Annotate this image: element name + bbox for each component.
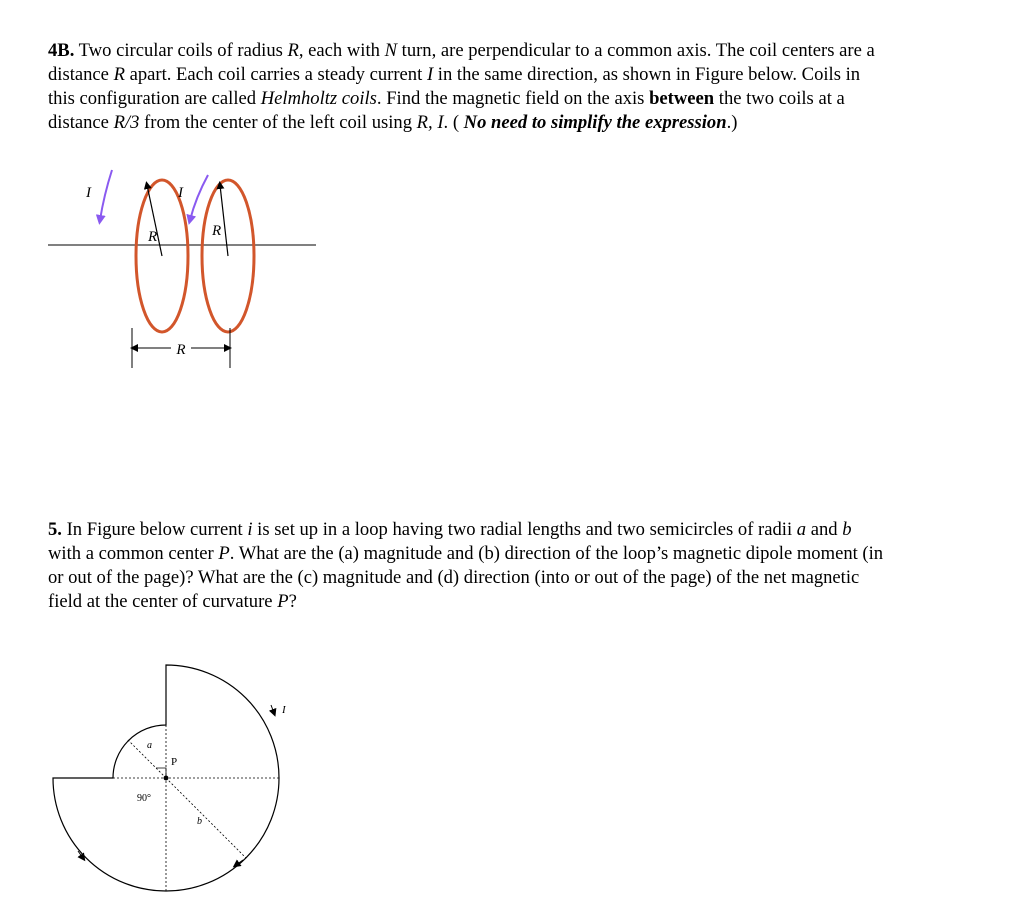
text-run: distance bbox=[48, 112, 114, 133]
semicircle-loop-diagram bbox=[40, 655, 320, 900]
text-line bbox=[48, 566, 1010, 590]
radius-a-label: a bbox=[147, 740, 152, 751]
text-run: . What are the (a) magnitude and (b) direction of the loop’s magnetic dipole moment (in bbox=[229, 543, 884, 564]
current-label: I bbox=[282, 704, 286, 716]
text-run: distance bbox=[48, 64, 114, 85]
right-radius-label: R bbox=[212, 223, 222, 239]
angle-label: 90° bbox=[137, 793, 151, 804]
text-run: N bbox=[384, 40, 397, 61]
text-run: is set up in a loop having two radial lengths and two semicircles of radii bbox=[252, 519, 797, 540]
text-run: apart. Each coil carries a steady current bbox=[124, 64, 427, 85]
text-run: field at the center of curvature bbox=[48, 591, 278, 612]
text-run: P bbox=[277, 591, 289, 612]
text-run: i bbox=[247, 519, 253, 540]
text-run: I bbox=[426, 64, 434, 85]
text-run: R/3 bbox=[113, 112, 140, 133]
text-run: . Find the magnetic field on the axis bbox=[376, 88, 650, 109]
text-line bbox=[74, 40, 874, 61]
problem-5-number: 5. bbox=[48, 519, 62, 540]
text-line bbox=[48, 87, 1008, 111]
text-line bbox=[48, 63, 1008, 87]
text-run: and bbox=[806, 519, 843, 540]
text-run: turn, are perpendicular to a common axis. The coil centers are a bbox=[397, 40, 875, 61]
separation-label: R bbox=[176, 342, 186, 358]
problem-4b-text bbox=[48, 39, 1008, 135]
text-run: R bbox=[113, 64, 125, 85]
text-line bbox=[48, 111, 1008, 135]
text-run: R, I bbox=[416, 112, 444, 133]
text-run: the two coils at a bbox=[714, 88, 845, 109]
text-run: P bbox=[218, 543, 230, 564]
text-run: No need to simplify the expression bbox=[459, 112, 727, 133]
text-run: Two circular coils of radius bbox=[74, 40, 288, 61]
text-line bbox=[62, 519, 852, 540]
left-radius-label: R bbox=[148, 229, 158, 245]
current-arrow-upper-right bbox=[271, 705, 274, 713]
text-run: in the same direction, as shown in Figure below. Coils in bbox=[433, 64, 861, 85]
text-run bbox=[459, 112, 727, 133]
text-run: b bbox=[842, 519, 852, 540]
text-run: with a common center bbox=[48, 543, 219, 564]
text-line bbox=[48, 590, 1010, 614]
text-run: a bbox=[796, 519, 807, 540]
helmholtz-coils-figure bbox=[40, 165, 330, 380]
text-run: this configuration are called bbox=[48, 88, 261, 109]
problem-4b-body bbox=[48, 40, 1008, 135]
text-run: R bbox=[287, 40, 299, 61]
radius-b-label: b bbox=[197, 816, 202, 827]
text-run: between bbox=[649, 88, 715, 109]
helmholtz-coils-diagram bbox=[40, 165, 330, 375]
problem-5-text bbox=[48, 518, 1010, 614]
text-run: Helmholtz coils bbox=[260, 88, 377, 109]
text-run: . ( bbox=[443, 112, 460, 133]
text-run: ? bbox=[288, 591, 297, 612]
problem-4b-number: 4B. bbox=[48, 40, 75, 61]
text-line bbox=[48, 542, 1010, 566]
left-current-arrow bbox=[100, 170, 112, 220]
center-label: P bbox=[171, 756, 178, 768]
text-run: from the center of the left coil using bbox=[139, 112, 417, 133]
text-run: .) bbox=[726, 112, 738, 133]
center-point-p bbox=[164, 776, 169, 781]
radius-b-line bbox=[166, 778, 246, 858]
right-current-label: I bbox=[178, 185, 183, 201]
problem-5-body bbox=[48, 519, 1010, 614]
text-run: , each with bbox=[298, 40, 385, 61]
semicircle-loop-figure bbox=[40, 655, 320, 905]
text-run: or out of the page)? What are the (c) magnitude and (d) direction (into or out of the page) of the net magnetic bbox=[48, 567, 860, 588]
text-run: In Figure below current bbox=[61, 519, 248, 540]
left-current-label: I bbox=[86, 185, 91, 201]
